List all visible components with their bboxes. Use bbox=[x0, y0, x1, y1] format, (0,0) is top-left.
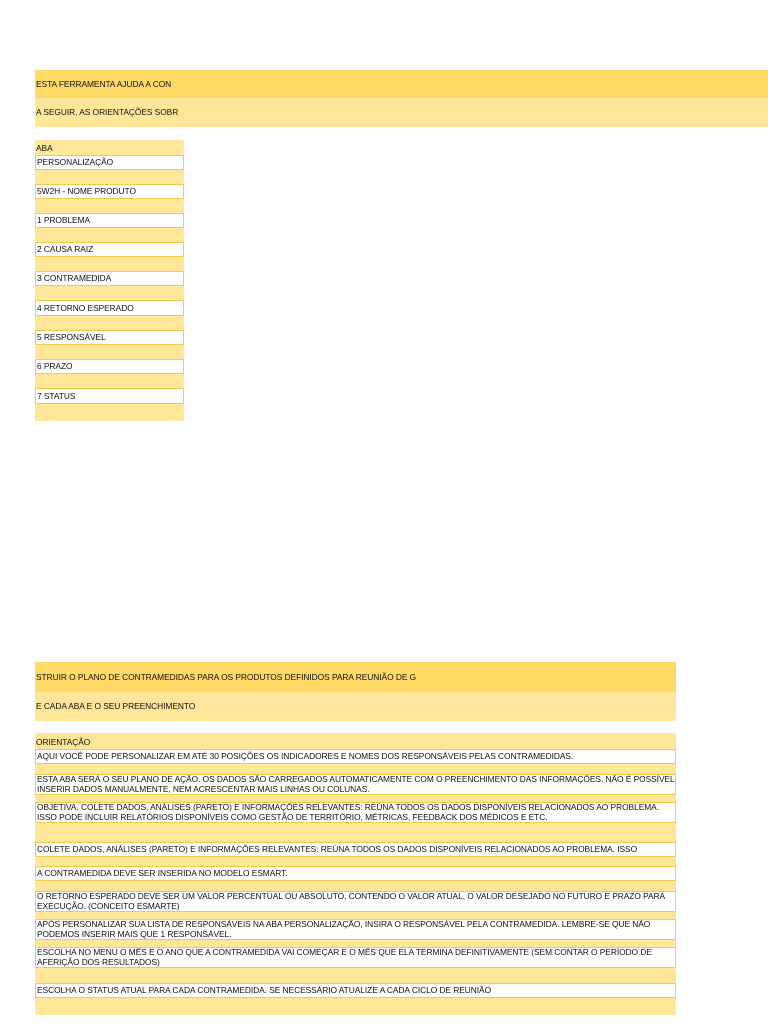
sheet2-row-0[interactable]: AQUI VOCÊ PODE PERSONALIZAR EM ATÉ 30 POSIÇÕES OS INDICADORES E NOMES DOS RESPONSÁVEIS PELAS CONTRAMEDIDAS. bbox=[35, 749, 676, 764]
sheet2-row-8[interactable]: ESCOLHA O STATUS ATUAL PARA CADA CONTRAMEDIDA. SE NECESSÁRIO ATUALIZE A CADA CICLO DE REUNIÃO bbox=[35, 983, 676, 998]
sheet1-tab-0[interactable]: PERSONALIZAÇÃO bbox=[35, 155, 184, 170]
sheet1-tab-3[interactable]: 2 CAUSA RAIZ bbox=[35, 242, 184, 257]
sheet1-tab-7[interactable]: 6 PRAZO bbox=[35, 359, 184, 374]
sheet1-tab-8[interactable]: 7 STATUS bbox=[35, 388, 184, 404]
sheet2-row-7[interactable]: ESCOLHA NO MENU O MÊS E O ANO QUE A CONTRAMEDIDA VAI COMEÇAR E O MÊS QUE ELA TERMINA DEFINITIVAMENTE (SEM CONTAR O PERÍODO DE AFERIÇÃO DOS RESULTADOS) bbox=[35, 947, 676, 968]
sheet2-row-5[interactable]: O RETORNO ESPERADO DEVE SER UM VALOR PERCENTUAL OU ABSOLUTO, CONTENDO O VALOR ATUAL, O VALOR DESEJADO NO FUTURO E PRAZO PARA EXECUÇÃO. (CONCEITO ESMARTE) bbox=[35, 891, 676, 912]
sheet1-title[interactable]: ESTA FERRAMENTA AJUDA A CON bbox=[35, 70, 768, 98]
sheet2-row-1[interactable]: ESTA ABA SERÁ O SEU PLANO DE AÇÃO. OS DADOS SÃO CARREGADOS AUTOMATICAMENTE COM O PREENCHIMENTO DAS INFORMAÇÕES. NÃO É POSSÍVEL INSERIR DADOS MANUALMENTE, NEM ACRESCENTAR MAIS LINHAS OU COLUNAS. bbox=[37, 774, 675, 794]
sheet1-tab-2[interactable]: 1 PROBLEMA bbox=[35, 213, 184, 228]
sheet1-subtitle[interactable]: A SEGUIR, AS ORIENTAÇÕES SOBR bbox=[35, 98, 768, 127]
sheet1-tab-6[interactable]: 5 RESPONSÁVEL bbox=[35, 330, 184, 345]
sheet2-row-4[interactable]: A CONTRAMEDIDA DEVE SER INSERIDA NO MODELO ESMART. bbox=[35, 866, 676, 881]
sheet2-row-3[interactable]: COLETE DADOS, ANÁLISES (PARETO) E INFORMAÇÕES RELEVANTES: REÚNA TODOS OS DADOS DISPONÍVEIS RELACIONADOS AO PROBLEMA. ISSO bbox=[35, 842, 676, 857]
sheet1-tab-4[interactable]: 3 CONTRAMEDIDA bbox=[35, 271, 184, 286]
sheet2-row-6[interactable]: APÓS PERSONALIZAR SUA LISTA DE RESPONSÁVEIS NA ABA PERSONALIZAÇÃO, INSIRA O RESPONSÁVEL PELA CONTRAMEDIDA. LEMBRE-SE QUE NÃO PODEMOS INSERIR MAIS QUE 1 RESPONSÁVEL. bbox=[35, 919, 676, 940]
sheet1-tab-5[interactable]: 4 RETORNO ESPERADO bbox=[35, 300, 184, 316]
sheet1-header[interactable]: ABA bbox=[36, 143, 53, 153]
sheet2-subtitle[interactable]: E CADA ABA E O SEU PREENCHIMENTO bbox=[35, 692, 676, 721]
sheet2-row-2[interactable]: OBJETIVA. COLETE DADOS, ANÁLISES (PARETO) E INFORMAÇÕES RELEVANTES: REÚNA TODOS OS DADOS DISPONÍVEIS RELACIONADOS AO PROBLEMA. ISSO PODE INCLUIR RELATÓRIOS DISPONÍVEIS COMO GESTÃO DE TERRITÓRIO, MÉTRICAS, FEEDBACK DOS MÉDICOS E ETC. bbox=[35, 802, 676, 823]
sheet2-header[interactable]: ORIENTAÇÃO bbox=[36, 737, 91, 747]
sheet2-title[interactable]: STRUIR O PLANO DE CONTRAMEDIDAS PARA OS PRODUTOS DEFINIDOS PARA REUNIÃO DE G bbox=[35, 662, 676, 692]
sheet1-tab-1[interactable]: 5W2H - NOME PRODUTO bbox=[35, 184, 184, 199]
